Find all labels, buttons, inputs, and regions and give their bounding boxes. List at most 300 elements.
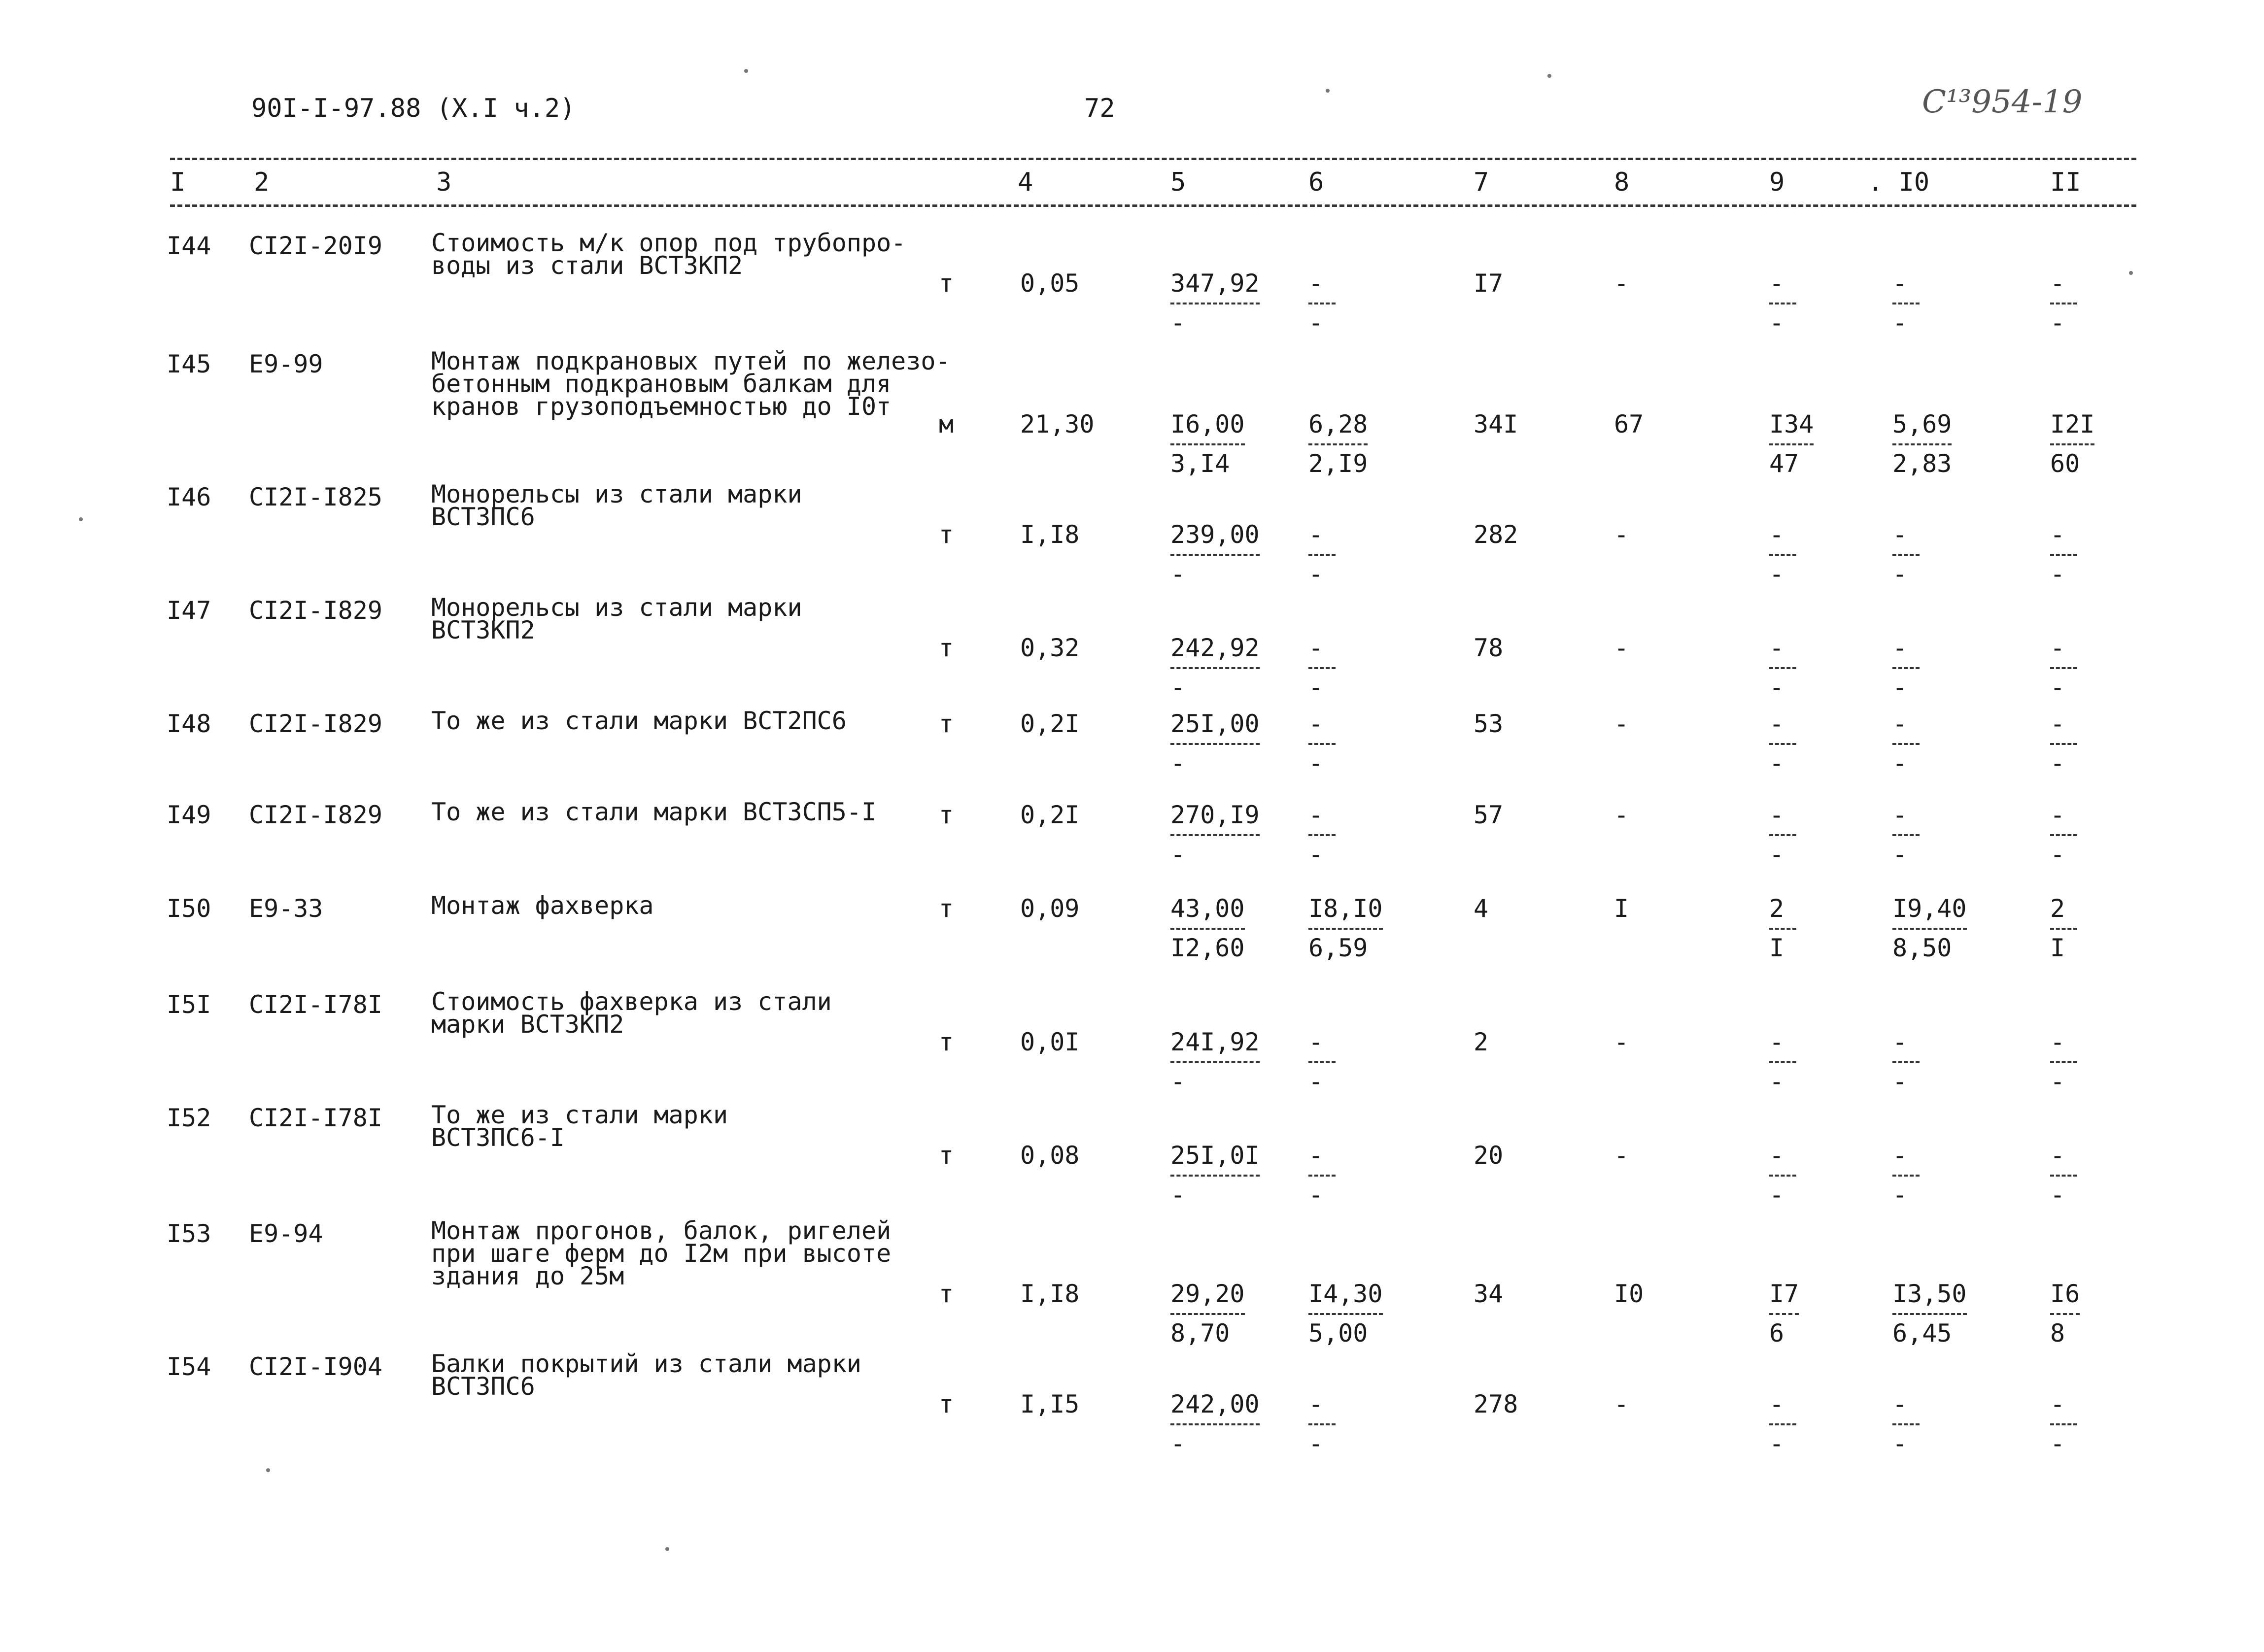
fraction-bar	[1892, 1313, 1967, 1315]
fraction-bar	[1892, 443, 1952, 445]
fraction-bar	[2050, 554, 2077, 556]
fraction-numerator: -	[1892, 801, 1908, 829]
row-quantity: 0,09	[1020, 894, 1080, 923]
fraction-numerator: -	[2050, 520, 2065, 549]
row-col-6	[1308, 709, 1336, 777]
row-code: CI2I-I829	[249, 801, 382, 829]
fraction-numerator: 6,28	[1308, 410, 1368, 438]
fraction-bar	[1892, 743, 1920, 745]
fraction-numerator: 242,92	[1170, 634, 1260, 662]
row-col-8: -	[1614, 1390, 1629, 1418]
fraction-denominator: 8,50	[1892, 934, 1952, 962]
row-col-9	[1769, 520, 1796, 588]
row-description: То же из стали марки ВСТ3ПС6-I	[431, 1101, 728, 1152]
fraction-denominator: -	[1769, 673, 1784, 702]
row-col-9	[1769, 410, 1814, 478]
fraction-bar	[2050, 834, 2077, 836]
row-number: I49	[167, 801, 211, 829]
row-col-11	[2050, 410, 2094, 478]
scan-speck	[665, 1547, 669, 1551]
fraction-bar	[2050, 928, 2077, 930]
row-col-11	[2050, 269, 2077, 337]
fraction-bar	[1769, 443, 1814, 445]
row-code: CI2I-I78I	[249, 990, 382, 1019]
col-header-10: . I0	[1868, 168, 1930, 197]
fraction-denominator: -	[1892, 1429, 1908, 1458]
row-col-7: 282	[1474, 520, 1518, 549]
fraction-bar	[1769, 1313, 1799, 1315]
fraction-bar	[1308, 1061, 1336, 1063]
col-header-4: 4	[1018, 168, 1033, 197]
row-col-5	[1170, 634, 1260, 702]
row-quantity: 0,2I	[1020, 801, 1080, 829]
row-description: Монорельсы из стали марки ВСТ3КП2	[431, 593, 802, 644]
row-code: CI2I-20I9	[249, 232, 382, 260]
row-col-5	[1170, 1390, 1260, 1458]
fraction-numerator: -	[1769, 1028, 1784, 1056]
fraction-denominator: -	[1308, 1067, 1324, 1096]
row-col-9	[1769, 634, 1796, 702]
row-unit: т	[939, 801, 954, 829]
page-number: 72	[1084, 94, 1115, 123]
row-number: I5I	[167, 990, 211, 1019]
row-code: CI2I-I829	[249, 596, 382, 625]
fraction-bar	[2050, 1423, 2077, 1425]
fraction-denominator: -	[1170, 1180, 1186, 1209]
row-col-7: I7	[1474, 269, 1504, 298]
row-col-8: I	[1614, 894, 1629, 923]
fraction-denominator: 3,I4	[1170, 449, 1230, 478]
row-number: I47	[167, 596, 211, 625]
row-col-9	[1769, 894, 1796, 962]
col-header-8: 8	[1614, 168, 1630, 197]
scan-speck	[266, 1468, 270, 1472]
fraction-bar	[1170, 834, 1260, 836]
scan-speck	[2129, 271, 2133, 275]
fraction-bar	[1769, 743, 1796, 745]
fraction-denominator: -	[1769, 840, 1784, 869]
fraction-numerator: I4,30	[1308, 1280, 1383, 1308]
fraction-numerator: -	[1769, 1390, 1784, 1418]
column-number-row	[0, 168, 2264, 202]
row-number: I46	[167, 483, 211, 511]
fraction-bar	[1170, 743, 1260, 745]
row-col-6	[1308, 801, 1336, 869]
fraction-denominator: -	[1308, 673, 1324, 702]
fraction-numerator: -	[1769, 269, 1784, 298]
table-top-rule	[170, 158, 2136, 160]
row-col-10	[1892, 1280, 1967, 1348]
row-description: Стоимость фахверка из стали марки ВСТ3КП2	[431, 987, 832, 1039]
row-col-6	[1308, 520, 1336, 588]
row-col-10	[1892, 410, 1952, 478]
fraction-bar	[1308, 743, 1336, 745]
fraction-bar	[1892, 1061, 1920, 1063]
row-col-10	[1892, 801, 1920, 869]
fraction-denominator: -	[1892, 1180, 1908, 1209]
fraction-numerator: -	[1308, 1141, 1324, 1170]
fraction-bar	[2050, 1313, 2080, 1315]
row-col-11	[2050, 1280, 2080, 1348]
fraction-numerator: -	[1892, 520, 1908, 549]
row-description: Монтаж прогонов, балок, ригелей при шаге ферм до I2м при высоте здания до 25м	[431, 1216, 892, 1290]
fraction-bar	[1892, 1423, 1920, 1425]
fraction-numerator: 25I,00	[1170, 709, 1260, 738]
col-header-1: I	[170, 168, 186, 197]
row-code: E9-33	[249, 894, 323, 923]
fraction-numerator: 5,69	[1892, 410, 1952, 438]
row-code: CI2I-I829	[249, 709, 382, 738]
row-quantity: 0,32	[1020, 634, 1080, 662]
fraction-numerator: -	[1892, 634, 1908, 662]
fraction-numerator: 239,00	[1170, 520, 1260, 549]
fraction-denominator: -	[1170, 560, 1186, 588]
fraction-bar	[1308, 1313, 1383, 1315]
row-col-11	[2050, 1141, 2077, 1209]
row-col-6	[1308, 1280, 1383, 1348]
row-unit: т	[939, 1141, 954, 1170]
fraction-bar	[1308, 554, 1336, 556]
fraction-bar	[1170, 667, 1260, 669]
fraction-denominator: -	[1892, 840, 1908, 869]
row-col-10	[1892, 1028, 1920, 1096]
row-unit: т	[939, 894, 954, 923]
fraction-denominator: -	[2050, 308, 2065, 337]
row-col-10	[1892, 709, 1920, 777]
row-quantity: I,I5	[1020, 1390, 1080, 1418]
fraction-bar	[1892, 928, 1967, 930]
fraction-numerator: -	[1308, 1028, 1324, 1056]
col-header-5: 5	[1170, 168, 1186, 197]
row-col-9	[1769, 269, 1796, 337]
fraction-bar	[2050, 1175, 2077, 1177]
fraction-numerator: 347,92	[1170, 269, 1260, 298]
fraction-bar	[1892, 554, 1920, 556]
row-col-10	[1892, 1141, 1920, 1209]
row-unit: т	[939, 634, 954, 662]
fraction-numerator: 2	[1769, 894, 1784, 923]
fraction-denominator: 2,83	[1892, 449, 1952, 478]
row-code: E9-99	[249, 350, 323, 378]
fraction-denominator: -	[2050, 673, 2065, 702]
row-quantity: 21,30	[1020, 410, 1095, 438]
fraction-numerator: 2	[2050, 894, 2065, 923]
row-col-6	[1308, 894, 1383, 962]
row-col-8: -	[1614, 1028, 1629, 1056]
row-col-9	[1769, 1028, 1796, 1096]
fraction-bar	[1308, 667, 1336, 669]
row-quantity: 0,08	[1020, 1141, 1080, 1170]
row-quantity: I,I8	[1020, 1280, 1080, 1308]
row-col-8: -	[1614, 634, 1629, 662]
row-col-5	[1170, 1280, 1245, 1348]
fraction-denominator: -	[1769, 749, 1784, 777]
fraction-numerator: I6,00	[1170, 410, 1245, 438]
fraction-denominator: 2,I9	[1308, 449, 1368, 478]
fraction-numerator: I34	[1769, 410, 1814, 438]
fraction-bar	[2050, 303, 2077, 304]
row-quantity: 0,2I	[1020, 709, 1080, 738]
fraction-denominator: 47	[1769, 449, 1799, 478]
fraction-denominator: -	[1170, 1429, 1186, 1458]
fraction-numerator: -	[1308, 520, 1324, 549]
fraction-bar	[1769, 834, 1796, 836]
fraction-numerator: -	[1892, 709, 1908, 738]
fraction-numerator: I3,50	[1892, 1280, 1967, 1308]
fraction-bar	[1170, 1175, 1260, 1177]
row-col-8: -	[1614, 520, 1629, 549]
row-col-11	[2050, 709, 2077, 777]
fraction-denominator: -	[1308, 840, 1324, 869]
row-col-10	[1892, 894, 1967, 962]
row-code: CI2I-I78I	[249, 1104, 382, 1132]
row-description: Монорельсы из стали марки ВСТ3ПС6	[431, 480, 802, 531]
fraction-denominator: -	[2050, 1180, 2065, 1209]
row-col-11	[2050, 1028, 2077, 1096]
fraction-numerator: -	[1308, 269, 1324, 298]
fraction-numerator: -	[2050, 1028, 2065, 1056]
fraction-numerator: -	[1308, 709, 1324, 738]
row-col-7: 34	[1474, 1280, 1504, 1308]
fraction-denominator: 6	[1769, 1319, 1784, 1348]
row-number: I53	[167, 1219, 211, 1248]
row-col-5	[1170, 801, 1260, 869]
fraction-denominator: -	[2050, 1067, 2065, 1096]
row-col-9	[1769, 801, 1796, 869]
fraction-denominator: -	[1308, 1429, 1324, 1458]
row-description: Монтаж подкрановых путей по железо- бетонным подкрановым балкам для кранов грузоподъемностью до I0т	[431, 347, 951, 421]
fraction-numerator: -	[2050, 801, 2065, 829]
fraction-denominator: 5,00	[1308, 1319, 1368, 1348]
fraction-denominator: -	[1170, 673, 1186, 702]
fraction-bar	[1308, 928, 1383, 930]
scan-speck	[1326, 89, 1330, 93]
fraction-numerator: -	[1308, 801, 1324, 829]
fraction-bar	[1892, 834, 1920, 836]
row-col-8: -	[1614, 269, 1629, 298]
row-col-5	[1170, 269, 1260, 337]
fraction-bar	[1769, 554, 1796, 556]
row-col-6	[1308, 1028, 1336, 1096]
col-header-6: 6	[1308, 168, 1324, 197]
row-number: I48	[167, 709, 211, 738]
fraction-numerator: I6	[2050, 1280, 2080, 1308]
fraction-numerator: -	[1892, 269, 1908, 298]
row-col-7: 4	[1474, 894, 1489, 923]
row-number: I52	[167, 1104, 211, 1132]
fraction-denominator: -	[1892, 673, 1908, 702]
row-col-6	[1308, 269, 1336, 337]
fraction-numerator: I7	[1769, 1280, 1799, 1308]
table-header-rule	[170, 204, 2136, 207]
fraction-denominator: -	[1170, 308, 1186, 337]
row-description: То же из стали марки ВСТ2ПС6	[431, 707, 847, 735]
row-col-6	[1308, 1141, 1336, 1209]
scan-speck	[744, 69, 748, 73]
fraction-denominator: 6,59	[1308, 934, 1368, 962]
fraction-numerator: -	[1892, 1028, 1908, 1056]
row-number: I50	[167, 894, 211, 923]
row-number: I44	[167, 232, 211, 260]
col-header-7: 7	[1474, 168, 1489, 197]
row-col-5	[1170, 520, 1260, 588]
fraction-bar	[1308, 1423, 1336, 1425]
row-unit: т	[939, 1280, 954, 1308]
row-col-5	[1170, 1028, 1260, 1096]
row-col-11	[2050, 801, 2077, 869]
fraction-denominator: I2,60	[1170, 934, 1245, 962]
fraction-bar	[1769, 303, 1796, 304]
fraction-numerator: -	[1769, 634, 1784, 662]
row-col-10	[1892, 269, 1920, 337]
fraction-bar	[1170, 1313, 1245, 1315]
fraction-bar	[2050, 667, 2077, 669]
row-col-9	[1769, 1280, 1799, 1348]
row-col-6	[1308, 634, 1336, 702]
fraction-numerator: 242,00	[1170, 1390, 1260, 1418]
row-col-11	[2050, 520, 2077, 588]
fraction-bar	[2050, 443, 2094, 445]
fraction-bar	[1308, 443, 1368, 445]
fraction-numerator: -	[1769, 801, 1784, 829]
fraction-numerator: -	[1892, 1390, 1908, 1418]
fraction-numerator: -	[1769, 709, 1784, 738]
fraction-denominator: -	[2050, 840, 2065, 869]
row-unit: т	[939, 1028, 954, 1056]
fraction-bar	[1170, 554, 1260, 556]
row-col-6	[1308, 1390, 1336, 1458]
col-header-2: 2	[254, 168, 270, 197]
row-col-9	[1769, 1390, 1796, 1458]
fraction-bar	[1170, 443, 1245, 445]
fraction-denominator: -	[1170, 749, 1186, 777]
row-quantity: 0,05	[1020, 269, 1080, 298]
fraction-bar	[1769, 1061, 1796, 1063]
row-unit: т	[939, 269, 954, 298]
row-col-5	[1170, 1141, 1260, 1209]
fraction-denominator: -	[1769, 1180, 1784, 1209]
fraction-denominator: -	[1308, 1180, 1324, 1209]
row-col-5	[1170, 709, 1260, 777]
row-col-11	[2050, 1390, 2077, 1458]
fraction-numerator: 43,00	[1170, 894, 1245, 923]
fraction-numerator: 29,20	[1170, 1280, 1245, 1308]
col-header-9: 9	[1769, 168, 1785, 197]
fraction-denominator: -	[1308, 749, 1324, 777]
fraction-denominator: 8	[2050, 1319, 2065, 1348]
fraction-denominator: -	[1308, 560, 1324, 588]
row-col-11	[2050, 894, 2077, 962]
fraction-numerator: -	[1769, 1141, 1784, 1170]
fraction-denominator: -	[2050, 1429, 2065, 1458]
row-col-7: 34I	[1474, 410, 1518, 438]
handwritten-note: С¹³954-19	[1922, 84, 2083, 120]
fraction-bar	[1170, 1061, 1260, 1063]
row-unit: м	[939, 410, 954, 438]
fraction-bar	[1308, 1175, 1336, 1177]
row-description: Балки покрытий из стали марки ВСТ3ПС6	[431, 1349, 861, 1401]
row-col-8: -	[1614, 801, 1629, 829]
row-col-11	[2050, 634, 2077, 702]
fraction-numerator: -	[2050, 1141, 2065, 1170]
fraction-denominator: -	[1892, 308, 1908, 337]
fraction-numerator: I9,40	[1892, 894, 1967, 923]
row-col-7: 2	[1474, 1028, 1489, 1056]
row-unit: т	[939, 709, 954, 738]
fraction-numerator: 270,I9	[1170, 801, 1260, 829]
fraction-denominator: -	[1892, 749, 1908, 777]
fraction-denominator: I	[1769, 934, 1784, 962]
row-number: I54	[167, 1352, 211, 1381]
fraction-bar	[2050, 1061, 2077, 1063]
row-col-7: 53	[1474, 709, 1504, 738]
row-col-6	[1308, 410, 1368, 478]
fraction-bar	[2050, 743, 2077, 745]
col-header-11: II	[2050, 168, 2081, 197]
row-code: E9-94	[249, 1219, 323, 1248]
fraction-denominator: -	[1308, 308, 1324, 337]
fraction-numerator: -	[2050, 1390, 2065, 1418]
row-col-5	[1170, 410, 1245, 478]
row-unit: т	[939, 520, 954, 549]
fraction-numerator: -	[1308, 634, 1324, 662]
row-col-7: 78	[1474, 634, 1504, 662]
row-col-8: -	[1614, 1141, 1629, 1170]
row-col-10	[1892, 1390, 1920, 1458]
row-quantity: 0,0I	[1020, 1028, 1080, 1056]
fraction-denominator: -	[1769, 1067, 1784, 1096]
fraction-denominator: -	[1892, 560, 1908, 588]
fraction-denominator: 6,45	[1892, 1319, 1952, 1348]
row-col-5	[1170, 894, 1245, 962]
fraction-numerator: 25I,0I	[1170, 1141, 1260, 1170]
fraction-denominator: I	[2050, 934, 2065, 962]
fraction-numerator: -	[2050, 709, 2065, 738]
row-col-10	[1892, 520, 1920, 588]
row-code: CI2I-I904	[249, 1352, 382, 1381]
fraction-bar	[1170, 928, 1245, 930]
fraction-bar	[1769, 667, 1796, 669]
row-col-8: 67	[1614, 410, 1644, 438]
row-description: Стоимость м/к опор под трубопро- воды из стали ВСТ3КП2	[431, 229, 906, 280]
fraction-numerator: I2I	[2050, 410, 2095, 438]
fraction-denominator: -	[1170, 1067, 1186, 1096]
fraction-bar	[1769, 1423, 1796, 1425]
fraction-numerator: -	[2050, 634, 2065, 662]
row-unit: т	[939, 1390, 954, 1418]
col-header-3: 3	[436, 168, 452, 197]
fraction-numerator: -	[2050, 269, 2065, 298]
fraction-numerator: -	[1308, 1390, 1324, 1418]
row-number: I45	[167, 350, 211, 378]
row-col-7: 57	[1474, 801, 1504, 829]
fraction-numerator: -	[1892, 1141, 1908, 1170]
row-col-10	[1892, 634, 1920, 702]
row-col-8: I0	[1614, 1280, 1644, 1308]
fraction-denominator: -	[1892, 1067, 1908, 1096]
fraction-denominator: -	[1170, 840, 1186, 869]
row-code: CI2I-I825	[249, 483, 382, 511]
row-col-7: 278	[1474, 1390, 1518, 1418]
fraction-denominator: 60	[2050, 449, 2080, 478]
fraction-bar	[1892, 303, 1920, 304]
fraction-bar	[1892, 667, 1920, 669]
row-quantity: I,I8	[1020, 520, 1080, 549]
row-description: То же из стали марки ВСТ3СП5-I	[431, 798, 877, 826]
fraction-bar	[1892, 1175, 1920, 1177]
fraction-numerator: -	[1769, 520, 1784, 549]
fraction-denominator: -	[1769, 308, 1784, 337]
